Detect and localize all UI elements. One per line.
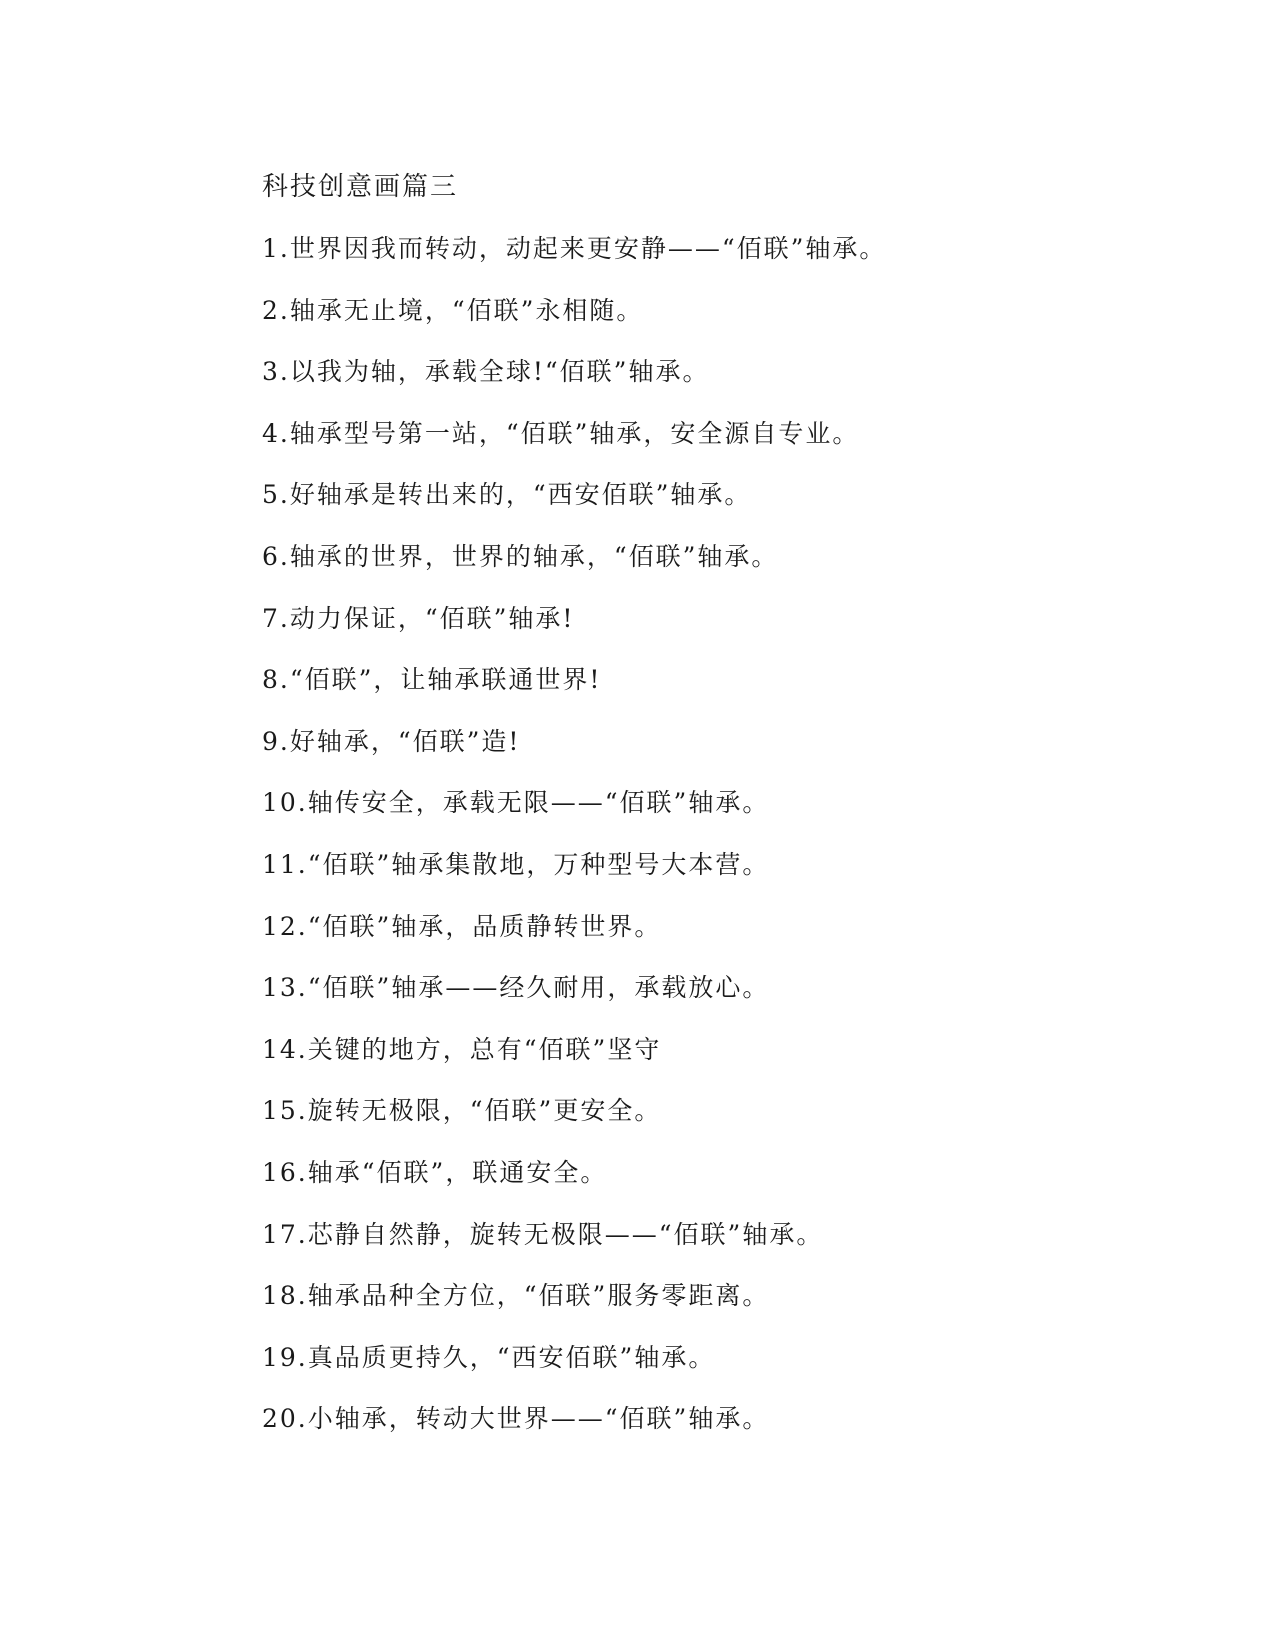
list-item: 4.轴承型号第一站，“佰联”轴承，安全源自专业。 — [262, 418, 860, 448]
list-item: 2.轴承无止境，“佰联”永相随。 — [262, 295, 644, 325]
list-item: 11.“佰联”轴承集散地，万种型号大本营。 — [262, 849, 770, 879]
list-item: 19.真品质更持久，“西安佰联”轴承。 — [262, 1342, 716, 1372]
list-item: 3.以我为轴，承载全球!“佰联”轴承。 — [262, 357, 710, 387]
list-item: 8.“佰联”，让轴承联通世界! — [262, 665, 602, 695]
list-item: 12.“佰联”轴承，品质静转世界。 — [262, 911, 662, 941]
list-item: 17.芯静自然静，旋转无极限——“佰联”轴承。 — [262, 1219, 824, 1249]
list-item: 5.好轴承是转出来的，“西安佰联”轴承。 — [262, 480, 752, 510]
list-item: 14.关键的地方，总有“佰联”坚守 — [262, 1034, 662, 1064]
list-item: 15.旋转无极限，“佰联”更安全。 — [262, 1096, 662, 1126]
list-item: 6.轴承的世界，世界的轴承，“佰联”轴承。 — [262, 541, 779, 571]
list-item: 1.世界因我而转动，动起来更安静——“佰联”轴承。 — [262, 234, 887, 263]
list-item: 10.轴传安全，承载无限——“佰联”轴承。 — [262, 788, 770, 818]
document-title: 科技创意画篇三 — [262, 172, 459, 202]
list-item: 16.轴承“佰联”，联通安全。 — [262, 1157, 608, 1187]
list-item: 7.动力保证，“佰联”轴承! — [262, 603, 575, 633]
list-item: 9.好轴承，“佰联”造! — [262, 726, 521, 756]
list-item: 18.轴承品种全方位，“佰联”服务零距离。 — [262, 1281, 770, 1311]
list-item: 13.“佰联”轴承——经久耐用，承载放心。 — [262, 973, 770, 1003]
list-item: 20.小轴承，转动大世界——“佰联”轴承。 — [262, 1404, 770, 1434]
slogan-list — [262, 232, 886, 1464]
